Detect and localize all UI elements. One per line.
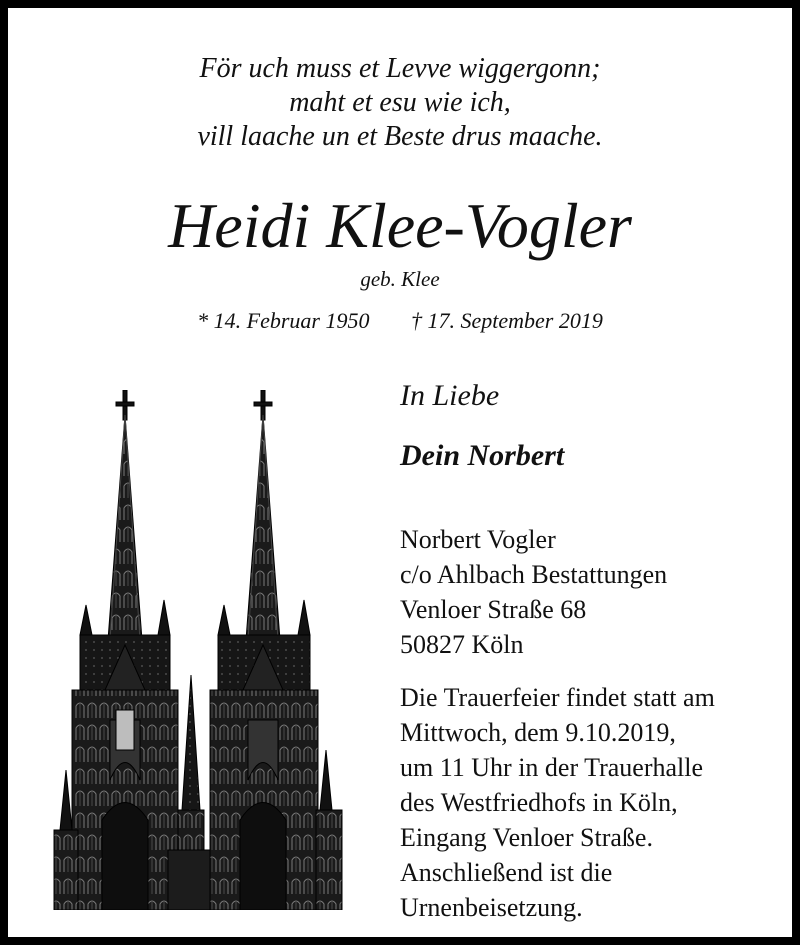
deceased-name: Heidi Klee-Vogler (168, 190, 632, 261)
funeral-line: Eingang Venloer Straße. (400, 823, 653, 852)
funeral-notice (400, 680, 715, 925)
poem-line: vill laache un et Beste drus maache. (197, 121, 603, 152)
birth-date: * 14. Februar 1950 (197, 308, 370, 333)
address-line: Norbert Vogler (400, 525, 556, 554)
poem (8, 52, 792, 154)
funeral-line: des Westfriedhofs in Köln, (400, 788, 678, 817)
address-line: 50827 Köln (400, 630, 524, 659)
farewell-greeting: In Liebe (400, 379, 500, 412)
funeral-line: Anschließend ist die (400, 858, 613, 887)
signer-name: Dein Norbert (400, 439, 565, 472)
poem-line: maht et esu wie ich, (289, 87, 511, 118)
funeral-line: Mittwoch, dem 9.10.2019, (400, 718, 676, 747)
address-line: c/o Ahlbach Bestattungen (400, 560, 668, 589)
poem-line: För uch muss et Levve wiggergonn; (199, 53, 601, 84)
cathedral-right-tower (210, 390, 342, 910)
cathedral-left-tower (54, 390, 178, 910)
funeral-line: Die Trauerfeier findet statt am (400, 683, 715, 712)
funeral-line: um 11 Uhr in der Trauerhalle (400, 753, 704, 782)
funeral-line: Urnenbeisetzung. (400, 893, 583, 922)
maiden-name: geb. Klee (360, 267, 440, 291)
address-line: Venloer Straße 68 (400, 595, 587, 624)
cathedral-icon (50, 390, 350, 910)
life-dates (8, 306, 792, 336)
contact-address (400, 522, 667, 662)
death-date: † 17. September 2019 (410, 308, 603, 333)
